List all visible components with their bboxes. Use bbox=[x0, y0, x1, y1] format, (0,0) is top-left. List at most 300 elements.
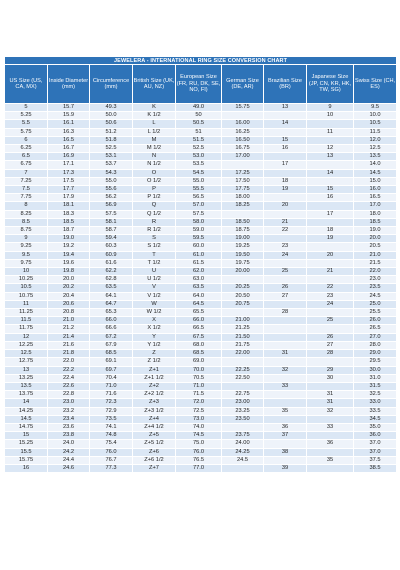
table-row bbox=[5, 391, 397, 399]
table-cell bbox=[264, 169, 307, 177]
table-cell: 21.8 bbox=[48, 350, 90, 358]
table-cell: 69.1 bbox=[90, 358, 133, 366]
table-cell: 62.8 bbox=[90, 276, 133, 284]
table-cell: 75.0 bbox=[176, 440, 222, 448]
column-header: US Size (US, CA, MX) bbox=[5, 65, 48, 104]
table-cell: 28.0 bbox=[354, 341, 397, 349]
table-cell: 17 bbox=[264, 161, 307, 169]
table-cell: 19 bbox=[307, 235, 354, 243]
table-cell bbox=[264, 259, 307, 267]
table-cell bbox=[307, 325, 354, 333]
table-cell bbox=[222, 382, 264, 390]
table-cell: 6.75 bbox=[5, 161, 48, 169]
table-cell: 6.25 bbox=[5, 145, 48, 153]
table-cell: 15 bbox=[307, 186, 354, 194]
table-cell: 51.5 bbox=[176, 136, 222, 144]
table-cell: 24.25 bbox=[222, 448, 264, 456]
table-cell: 12 bbox=[307, 145, 354, 153]
table-cell: 66.0 bbox=[90, 317, 133, 325]
table-row bbox=[5, 112, 397, 120]
table-cell: 22.0 bbox=[48, 358, 90, 366]
table-cell: 69.0 bbox=[176, 358, 222, 366]
table-cell: 16.0 bbox=[354, 186, 397, 194]
table-cell: 8.75 bbox=[5, 227, 48, 235]
table-cell: 57.5 bbox=[90, 210, 133, 218]
table-cell: 70.0 bbox=[176, 366, 222, 374]
table-cell: 8.25 bbox=[5, 210, 48, 218]
table-cell: 17.50 bbox=[222, 177, 264, 185]
table-cell: N 1/2 bbox=[133, 161, 176, 169]
table-cell: 21 bbox=[307, 268, 354, 276]
table-cell: 23.75 bbox=[222, 432, 264, 440]
table-cell: 19.6 bbox=[48, 259, 90, 267]
table-cell bbox=[307, 276, 354, 284]
table-cell: 21.5 bbox=[354, 259, 397, 267]
table-cell: 63.0 bbox=[176, 276, 222, 284]
table-cell bbox=[264, 415, 307, 423]
table-cell bbox=[222, 358, 264, 366]
table-cell: 12.25 bbox=[5, 341, 48, 349]
table-cell: 9.5 bbox=[5, 251, 48, 259]
table-cell: 23 bbox=[307, 292, 354, 300]
table-cell: 16.1 bbox=[48, 120, 90, 128]
table-cell: 68.0 bbox=[176, 341, 222, 349]
table-row bbox=[5, 202, 397, 210]
table-cell: Z+2 bbox=[133, 382, 176, 390]
table-cell: 63.5 bbox=[90, 284, 133, 292]
table-cell: 68.5 bbox=[176, 350, 222, 358]
table-cell: 20.0 bbox=[354, 235, 397, 243]
table-cell: Z 1/2 bbox=[133, 358, 176, 366]
table-cell: 17.1 bbox=[48, 161, 90, 169]
table-cell: 30.0 bbox=[354, 366, 397, 374]
table-cell bbox=[307, 432, 354, 440]
table-cell: 23.50 bbox=[222, 415, 264, 423]
table-row bbox=[5, 177, 397, 185]
table-body bbox=[5, 104, 397, 473]
table-cell: 27 bbox=[264, 292, 307, 300]
table-cell: K 1/2 bbox=[133, 112, 176, 120]
table-cell: Z+4 bbox=[133, 415, 176, 423]
table-cell: 26 bbox=[307, 333, 354, 341]
table-cell: R bbox=[133, 218, 176, 226]
table-cell: 75.4 bbox=[90, 440, 133, 448]
table-row bbox=[5, 268, 397, 276]
table-cell: 20 bbox=[264, 202, 307, 210]
table-row bbox=[5, 169, 397, 177]
table-cell bbox=[264, 399, 307, 407]
table-cell bbox=[307, 309, 354, 317]
table-cell: 23.00 bbox=[222, 399, 264, 407]
table-cell: 29.0 bbox=[354, 350, 397, 358]
table-row bbox=[5, 300, 397, 308]
table-cell: 18.1 bbox=[48, 202, 90, 210]
column-header-row bbox=[5, 65, 397, 104]
table-cell bbox=[264, 317, 307, 325]
table-cell: 11.25 bbox=[5, 309, 48, 317]
table-cell: 15.75 bbox=[222, 104, 264, 112]
table-cell: 21 bbox=[264, 218, 307, 226]
table-cell: 22.00 bbox=[222, 350, 264, 358]
table-cell: 62.2 bbox=[90, 268, 133, 276]
table-cell: 10.5 bbox=[5, 284, 48, 292]
table-row bbox=[5, 309, 397, 317]
table-cell: 33.0 bbox=[354, 399, 397, 407]
table-cell: 19.8 bbox=[48, 268, 90, 276]
column-header: Inside Diameter (mm) bbox=[48, 65, 90, 104]
table-cell: 12.5 bbox=[5, 350, 48, 358]
table-cell: X 1/2 bbox=[133, 325, 176, 333]
table-cell: 58.7 bbox=[90, 227, 133, 235]
table-cell: 24 bbox=[264, 251, 307, 259]
table-cell: 64.5 bbox=[176, 300, 222, 308]
table-cell: 74.0 bbox=[176, 423, 222, 431]
table-cell: 19.0 bbox=[354, 227, 397, 235]
table-cell: 11.5 bbox=[354, 128, 397, 136]
chart-title: JEWELERA - INTERNATIONAL RING SIZE CONVERSION CHART bbox=[5, 57, 397, 65]
table-cell: 61.0 bbox=[176, 251, 222, 259]
table-row bbox=[5, 432, 397, 440]
table-cell: 22.4 bbox=[48, 374, 90, 382]
table-cell: 36 bbox=[264, 423, 307, 431]
table-row bbox=[5, 464, 397, 472]
table-cell: 61.6 bbox=[90, 259, 133, 267]
table-cell: 67.9 bbox=[90, 341, 133, 349]
table-cell: 62.0 bbox=[176, 268, 222, 276]
table-cell: 25.0 bbox=[354, 300, 397, 308]
table-cell: 10 bbox=[307, 112, 354, 120]
table-cell: K bbox=[133, 104, 176, 112]
table-row bbox=[5, 186, 397, 194]
table-cell: 29 bbox=[307, 366, 354, 374]
table-cell: P 1/2 bbox=[133, 194, 176, 202]
table-cell bbox=[264, 112, 307, 120]
table-cell: 28 bbox=[307, 350, 354, 358]
table-cell: W 1/2 bbox=[133, 309, 176, 317]
table-cell: 32.5 bbox=[354, 391, 397, 399]
table-cell: 22.6 bbox=[48, 382, 90, 390]
table-row bbox=[5, 136, 397, 144]
table-cell: 57.0 bbox=[176, 202, 222, 210]
table-cell: 17.9 bbox=[48, 194, 90, 202]
table-cell: 23.0 bbox=[354, 276, 397, 284]
table-cell bbox=[307, 448, 354, 456]
table-cell: 18.0 bbox=[354, 210, 397, 218]
table-cell: 73.0 bbox=[176, 415, 222, 423]
table-cell: 19.4 bbox=[48, 251, 90, 259]
table-cell: 18.5 bbox=[354, 218, 397, 226]
table-cell: 18.5 bbox=[48, 218, 90, 226]
table-cell: 16.5 bbox=[48, 136, 90, 144]
table-cell: 30 bbox=[307, 374, 354, 382]
table-cell: 22 bbox=[264, 227, 307, 235]
table-cell: M bbox=[133, 136, 176, 144]
table-cell: 5.25 bbox=[5, 112, 48, 120]
table-cell: 74.8 bbox=[90, 432, 133, 440]
table-cell: 23 bbox=[264, 243, 307, 251]
table-cell: 50 bbox=[176, 112, 222, 120]
table-cell: 22.0 bbox=[354, 268, 397, 276]
table-cell: 24.4 bbox=[48, 456, 90, 464]
table-cell bbox=[307, 136, 354, 144]
table-cell: 37.0 bbox=[354, 448, 397, 456]
table-cell: Z+3 bbox=[133, 399, 176, 407]
table-cell bbox=[264, 194, 307, 202]
table-cell: 24.2 bbox=[48, 448, 90, 456]
table-cell: 25 bbox=[307, 317, 354, 325]
table-cell: 22.25 bbox=[222, 366, 264, 374]
table-cell: 14.5 bbox=[5, 415, 48, 423]
table-cell: 60.9 bbox=[90, 251, 133, 259]
table-cell: Z+1 1/2 bbox=[133, 374, 176, 382]
table-cell: X bbox=[133, 317, 176, 325]
table-cell bbox=[307, 161, 354, 169]
table-cell: 16.00 bbox=[222, 120, 264, 128]
table-row bbox=[5, 120, 397, 128]
table-cell: 23.0 bbox=[48, 399, 90, 407]
table-cell: 13.5 bbox=[354, 153, 397, 161]
table-cell: 20.4 bbox=[48, 292, 90, 300]
table-cell: 39 bbox=[264, 464, 307, 472]
table-row bbox=[5, 333, 397, 341]
table-cell bbox=[307, 120, 354, 128]
column-header: Brazilian Size (BR) bbox=[264, 65, 307, 104]
table-row bbox=[5, 161, 397, 169]
table-cell: 51.8 bbox=[90, 136, 133, 144]
table-cell: 15 bbox=[264, 136, 307, 144]
table-cell: 56.9 bbox=[90, 202, 133, 210]
table-cell: 13.25 bbox=[5, 374, 48, 382]
table-cell bbox=[264, 341, 307, 349]
table-cell: 18 bbox=[307, 227, 354, 235]
table-row bbox=[5, 292, 397, 300]
table-cell: 54.3 bbox=[90, 169, 133, 177]
table-cell: 60.3 bbox=[90, 243, 133, 251]
table-cell: M 1/2 bbox=[133, 145, 176, 153]
table-cell: 21.4 bbox=[48, 333, 90, 341]
table-row bbox=[5, 366, 397, 374]
table-cell: W bbox=[133, 300, 176, 308]
table-cell: 24.5 bbox=[354, 292, 397, 300]
table-cell: 18.3 bbox=[48, 210, 90, 218]
table-cell: 17.25 bbox=[222, 169, 264, 177]
ring-size-chart bbox=[4, 56, 396, 473]
table-cell: 73.5 bbox=[90, 415, 133, 423]
table-cell: 76.0 bbox=[90, 448, 133, 456]
table-cell: 19.00 bbox=[222, 235, 264, 243]
table-cell: 55.0 bbox=[176, 177, 222, 185]
table-cell: 13.75 bbox=[5, 391, 48, 399]
table-cell: 72.5 bbox=[176, 407, 222, 415]
table-cell: 19.25 bbox=[222, 243, 264, 251]
table-cell bbox=[264, 153, 307, 161]
table-cell: 33.5 bbox=[354, 407, 397, 415]
table-cell: 15.9 bbox=[48, 112, 90, 120]
table-cell: 14.0 bbox=[354, 161, 397, 169]
table-row bbox=[5, 145, 397, 153]
table-cell: 50.6 bbox=[90, 120, 133, 128]
table-cell: 65.5 bbox=[176, 309, 222, 317]
table-cell: 14.75 bbox=[5, 423, 48, 431]
table-cell: Z+6 1/2 bbox=[133, 456, 176, 464]
table-cell: 12.75 bbox=[5, 358, 48, 366]
table-cell: 27 bbox=[307, 341, 354, 349]
table-cell: T 1/2 bbox=[133, 259, 176, 267]
table-cell: 15.5 bbox=[5, 448, 48, 456]
table-cell: 60.0 bbox=[176, 243, 222, 251]
table-cell: 20.75 bbox=[222, 300, 264, 308]
table-cell: 59.4 bbox=[90, 235, 133, 243]
table-cell: 59.0 bbox=[176, 227, 222, 235]
table-cell: 21.25 bbox=[222, 325, 264, 333]
table-cell: 24.6 bbox=[48, 464, 90, 472]
table-cell: 5.75 bbox=[5, 128, 48, 136]
table-cell: 11.75 bbox=[5, 325, 48, 333]
table-row bbox=[5, 423, 397, 431]
table-cell: 21.75 bbox=[222, 341, 264, 349]
table-cell: 6 bbox=[5, 136, 48, 144]
table-cell bbox=[264, 128, 307, 136]
table-cell: T bbox=[133, 251, 176, 259]
table-cell: 35 bbox=[307, 456, 354, 464]
table-cell: 25.5 bbox=[354, 309, 397, 317]
table-cell: 38 bbox=[264, 448, 307, 456]
table-cell: 7 bbox=[5, 169, 48, 177]
table-cell: 56.2 bbox=[90, 194, 133, 202]
table-cell: 19.2 bbox=[48, 243, 90, 251]
table-cell: V 1/2 bbox=[133, 292, 176, 300]
table-cell: 21.0 bbox=[48, 317, 90, 325]
table-cell: 13.5 bbox=[5, 382, 48, 390]
table-cell: 32 bbox=[264, 366, 307, 374]
table-cell: L bbox=[133, 120, 176, 128]
table-cell bbox=[307, 415, 354, 423]
table-cell: 20.25 bbox=[222, 284, 264, 292]
table-cell: 76.7 bbox=[90, 456, 133, 464]
table-cell: 31.0 bbox=[354, 374, 397, 382]
table-cell bbox=[307, 202, 354, 210]
table-cell: 5 bbox=[5, 104, 48, 112]
column-header: European Size (FR, RU, DK, SE, NO, FI) bbox=[176, 65, 222, 104]
table-cell: 13 bbox=[264, 104, 307, 112]
table-cell bbox=[222, 423, 264, 431]
table-cell: O bbox=[133, 169, 176, 177]
table-cell: 14.25 bbox=[5, 407, 48, 415]
table-cell: 21.0 bbox=[354, 251, 397, 259]
table-cell: 53.5 bbox=[176, 161, 222, 169]
table-row bbox=[5, 317, 397, 325]
table-cell: 51 bbox=[176, 128, 222, 136]
table-row bbox=[5, 210, 397, 218]
table-cell: 22.50 bbox=[222, 374, 264, 382]
table-cell bbox=[307, 382, 354, 390]
table-cell: S 1/2 bbox=[133, 243, 176, 251]
table-cell: O 1/2 bbox=[133, 177, 176, 185]
table-cell: 12.0 bbox=[354, 136, 397, 144]
column-header: German Size (DE, AR) bbox=[222, 65, 264, 104]
table-cell: 53.7 bbox=[90, 161, 133, 169]
table-cell: 55.5 bbox=[176, 186, 222, 194]
table-cell: 17.5 bbox=[48, 177, 90, 185]
table-cell: 55.6 bbox=[90, 186, 133, 194]
table-cell: 21.6 bbox=[48, 341, 90, 349]
table-cell: 17.00 bbox=[222, 153, 264, 161]
table-row bbox=[5, 448, 397, 456]
table-cell: 36 bbox=[307, 440, 354, 448]
table-cell: Z+5 1/2 bbox=[133, 440, 176, 448]
table-cell bbox=[222, 309, 264, 317]
table-cell: 18 bbox=[264, 177, 307, 185]
table-row bbox=[5, 153, 397, 161]
table-cell: 52.5 bbox=[176, 145, 222, 153]
table-cell bbox=[307, 259, 354, 267]
table-row bbox=[5, 104, 397, 112]
table-cell: 10.0 bbox=[354, 112, 397, 120]
table-cell bbox=[307, 177, 354, 185]
table-cell: 9.25 bbox=[5, 243, 48, 251]
table-cell: 36.0 bbox=[354, 432, 397, 440]
table-cell: Z+4 1/2 bbox=[133, 423, 176, 431]
table-cell: 12.5 bbox=[354, 145, 397, 153]
table-cell: 20.2 bbox=[48, 284, 90, 292]
table-row bbox=[5, 341, 397, 349]
table-cell: 10 bbox=[5, 268, 48, 276]
table-cell bbox=[264, 235, 307, 243]
table-cell: 11 bbox=[5, 300, 48, 308]
table-cell: 22.2 bbox=[48, 366, 90, 374]
table-cell: 31 bbox=[307, 391, 354, 399]
table-cell: 10.75 bbox=[5, 292, 48, 300]
table-cell: 64.7 bbox=[90, 300, 133, 308]
table-row bbox=[5, 251, 397, 259]
table-cell: 72.3 bbox=[90, 399, 133, 407]
table-cell: 23.25 bbox=[222, 407, 264, 415]
table-cell: 52.5 bbox=[90, 145, 133, 153]
table-cell bbox=[264, 333, 307, 341]
table-cell: 19.0 bbox=[48, 235, 90, 243]
table-cell: 11 bbox=[307, 128, 354, 136]
table-cell: 20.50 bbox=[222, 292, 264, 300]
table-cell: U bbox=[133, 268, 176, 276]
column-header: British Size (UK, AU, NZ) bbox=[133, 65, 176, 104]
table-cell: 23.6 bbox=[48, 423, 90, 431]
table-cell: 7.5 bbox=[5, 186, 48, 194]
table-cell: 53.0 bbox=[176, 153, 222, 161]
table-cell bbox=[264, 358, 307, 366]
table-cell: 10.5 bbox=[354, 120, 397, 128]
table-cell: 33 bbox=[264, 382, 307, 390]
table-row bbox=[5, 128, 397, 136]
table-cell: S bbox=[133, 235, 176, 243]
table-cell: 37 bbox=[264, 432, 307, 440]
table-row bbox=[5, 358, 397, 366]
table-cell: 16.7 bbox=[48, 145, 90, 153]
table-cell: Z+3 1/2 bbox=[133, 407, 176, 415]
table-cell: 5.5 bbox=[5, 120, 48, 128]
conversion-table bbox=[4, 56, 397, 473]
table-cell: 8.5 bbox=[5, 218, 48, 226]
table-cell bbox=[222, 210, 264, 218]
table-cell: 24.0 bbox=[48, 440, 90, 448]
table-cell: 37.5 bbox=[354, 456, 397, 464]
table-cell: 74.1 bbox=[90, 423, 133, 431]
table-cell: 51.2 bbox=[90, 128, 133, 136]
table-cell: 15 bbox=[5, 432, 48, 440]
table-cell: Z+6 bbox=[133, 448, 176, 456]
table-cell: 18.7 bbox=[48, 227, 90, 235]
table-cell: 29.5 bbox=[354, 358, 397, 366]
table-cell bbox=[264, 210, 307, 218]
